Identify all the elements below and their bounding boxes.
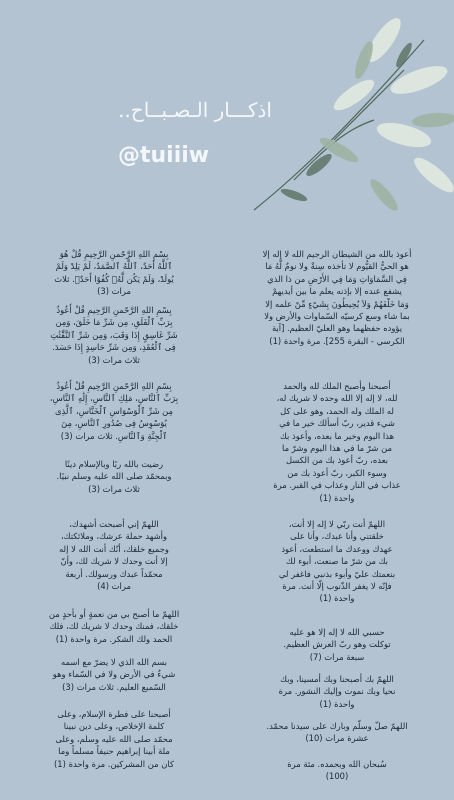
dhikr-item: اللهمّ إني أصبحت أشهدك، وأشهد حملة عرشك، وملائكتك، وجميع خلقك، أنّك أنت الله لا إله إلا أنت وحدك لا شريك لك، وأنّ محمّداً عبدك ورسولك. أربعة مرات (4) [59,519,169,592]
dhikr-item: اللهمّ أنت ربّي لا إله إلا أنت، خلقتني وأنا عبدك، وأنا على عهدك ووعدك ما استطعت، أعوذ بك من شرّ ما صنعت، أبوء لك بنعمتك عليّ وأبوء بذنبي فاغفر لي فإنّه لا يغفر الذّنوب إلّا أنت. مرة واحدة (1) [278,519,396,604]
dhikr-item: حسبي الله لا إله إلا هو عليه توكلت وهو ربّ العرش العظيم. سبعة مرات (7) [283,627,391,662]
dhikr-item: بسم الله الذي لا يضرّ مع اسمه شيءٌ في الأرض ولا في السّماء وهو السّميع العليم. ثلاث مرات (3) [52,657,176,692]
dhikr-item: اللهمّ ما أصبح بي من نعمةٍ أو بأحدٍ من خلقك، فمنك وحدك لا شريك لك، فلك الحمد ولك الشكر. مرة واحدة (1) [48,609,180,644]
dhikr-item: أصبحنا وأصبح الملك لله والحمد لله، لا إله إلا الله وحده لا شريك له، له الملك وله الحمد، وهو على كل شيء قدير، ربّ أسألك خير ما في هذا اليوم وخير ما بعده، وأعوذ بك من شرّ ما في هذا اليوم وشرّ ما بعده، ربّ أعوذ بك من الكسل وسوء الكبر، ربّ أعوذ بك من عذاب في النار وعذاب في القبر. مرة واحدة (1) [273,381,401,503]
dhikr-item: أعوذ بالله من الشيطان الرجيم الله لا إله إلا هو الحيُّ القيُّوم لا تأخذه سِنةٌ ولا نومٌ لَّهُ مَا فِي السَّمَاوَاتِ وَمَا فِي الأَرْضِ من ذا الذي يشفع عنده إلا بإذنه يعلم ما بين أيديهمْ وَمَا خَلْفَهُمْ وَلاَ يُحِيطُونَ بِشَيْءٍ مِّنْ علمه إلا بما شاء وسع كرسيّه السّماوات والأرض ولا يؤوده حفظهما وهو العليّ العظيم. [آية الكرسي - البقرة 255]. مرة واحدة (1) [262,249,412,346]
dhikr-item: رضيت بالله ربًا وبالإسلام دينًا وبمحمّد صلى الله عليه وسلم نبيًا. ثلاث مرات (3) [56,459,172,494]
leaf-branch-icon [234,0,454,250]
dhikr-item: اللهمّ بك أصبحنا وبك أمسينا، وبك نحيا وبك نموت وإليك النشور. مرة واحدة (1) [278,674,396,709]
page-title: اذكـــار الـصـبــاح.. [118,98,272,122]
dhikr-item: سُبحان الله وبحمده. مئة مرة (100) [287,759,387,782]
dhikr-item: بِسْمِ اللهِ الرَّحْمنِ الرَّحِيمِ قُلْ أَعُوذُ بِرَبِّ ٱلْفَلَقِ، مِن شَرِّ مَا خَلَقَ، وَمِن شَرِّ غَاسِقٍ إِذَا وَقَبَ، وَمِن شَرِّ ٱلنَّفَّٰثَٰتِ فِى ٱلْعُقَدِ، وَمِن شَرِّ حَاسِدٍ إِذَا حَسَدَ. ثلاث مرات (3) [50,305,178,365]
account-handle: @tuiiiw [118,143,210,168]
dhikr-item: أصبحنا على فطرة الإسلام، وعلى كلمة الإخلاص، وعلى دين نبينا محمّد صلى الله عليه وسلم، وعلى ملة أبينا إبراهيم حنيفاً مسلماً وما كان من المشركين. مرة واحدة (1) [54,709,174,769]
dhikr-item: اللهمّ صلّ وسلّم وبارك على سيدنا محمّد. عشرة مرات (10) [266,721,408,744]
dhikr-item: بِسْمِ اللهِ الرَّحْمنِ الرَّحِيمِ قُلْ أَعُوذُ بِرَبِّ ٱلنَّاسِ، مَلِكِ ٱلنَّاسِ، إِلَٰهِ ٱلنَّاسِ، مِن شَرِّ ٱلْوَسْوَاسِ ٱلْخَنَّاسِ، ٱلَّذِى يُوَسْوِسُ فِى صُدُورِ ٱلنَّاسِ، مِنَ ٱلْجِنَّةِ وَٱلنَّاسِ. ثلاث مرات (3) [49,381,179,441]
dhikr-item: بِسْمِ اللهِ الرَّحْمنِ الرَّحِيمِ قُلْ هُوَ ٱللَّهُ أَحَدٌ، ٱللَّهُ ٱلصَّمَدُ، لَمْ يَلِدْ وَلَمْ يُولَدْ، وَلَمْ يَكُن لَّهُۥ كُفُوًا أَحَدٌۢ. ثلاث مرات (3) [54,249,174,297]
